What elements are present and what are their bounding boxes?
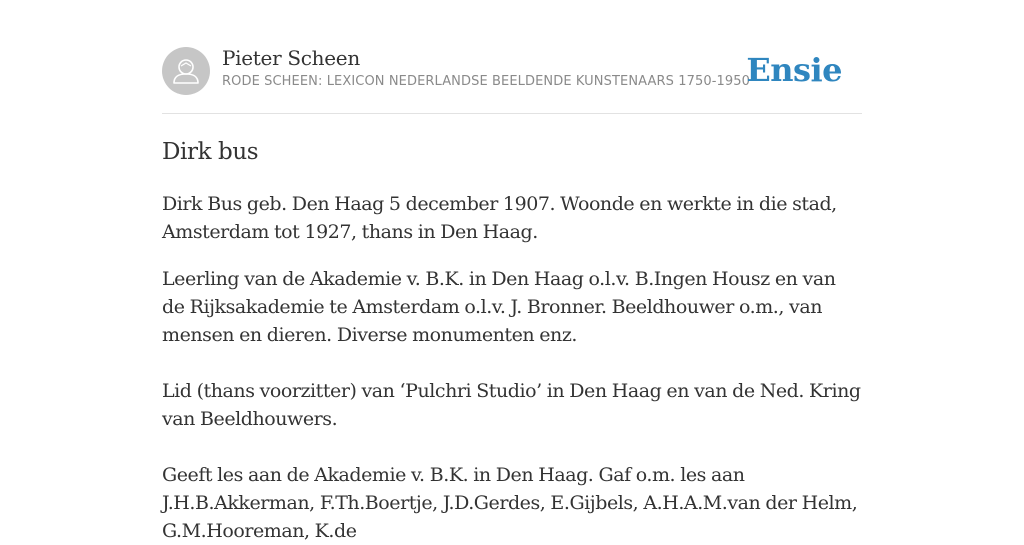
source-title[interactable]: RODE SCHEEN: LEXICON NEDERLANDSE BEELDENDE KUNSTENAARS 1750-1950: [222, 74, 750, 89]
entry-paragraph: Leerling van de Akademie v. B.K. in Den Haag o.l.v. B.Ingen Housz en van de Rijksakademie te Amsterdam o.l.v. J. Bronner. Beeldhouwer o.m., van mensen en dieren. Diverse monumenten enz.: [162, 268, 836, 346]
person-outline-icon: [162, 47, 210, 95]
entry-paragraph: Dirk Bus geb. Den Haag 5 december 1907. Woonde en werkte in die stad, Amsterdam tot 1927, thans in Den Haag.: [162, 193, 837, 243]
user-avatar-icon[interactable]: [162, 47, 210, 95]
entry-title: Dirk bus: [162, 139, 259, 165]
entry-paragraph: Lid (thans voorzitter) van ‘Pulchri Studio’ in Den Haag en van de Ned. Kring van Beeldhouwers.: [162, 380, 861, 430]
ensie-logo[interactable]: Ensie: [746, 51, 842, 89]
author-name[interactable]: Pieter Scheen: [222, 46, 360, 70]
entry-paragraph: Geeft les aan de Akademie v. B.K. in Den Haag. Gaf o.m. les aan J.H.B.Akkerman, F.Th.Boertje, J.D.Gerdes, E.Gijbels, A.H.A.M.van der Helm, G.M.Hooreman, K.de: [162, 464, 858, 542]
header-divider: [162, 113, 862, 114]
header: [162, 46, 862, 96]
entry-content: [162, 136, 862, 545]
